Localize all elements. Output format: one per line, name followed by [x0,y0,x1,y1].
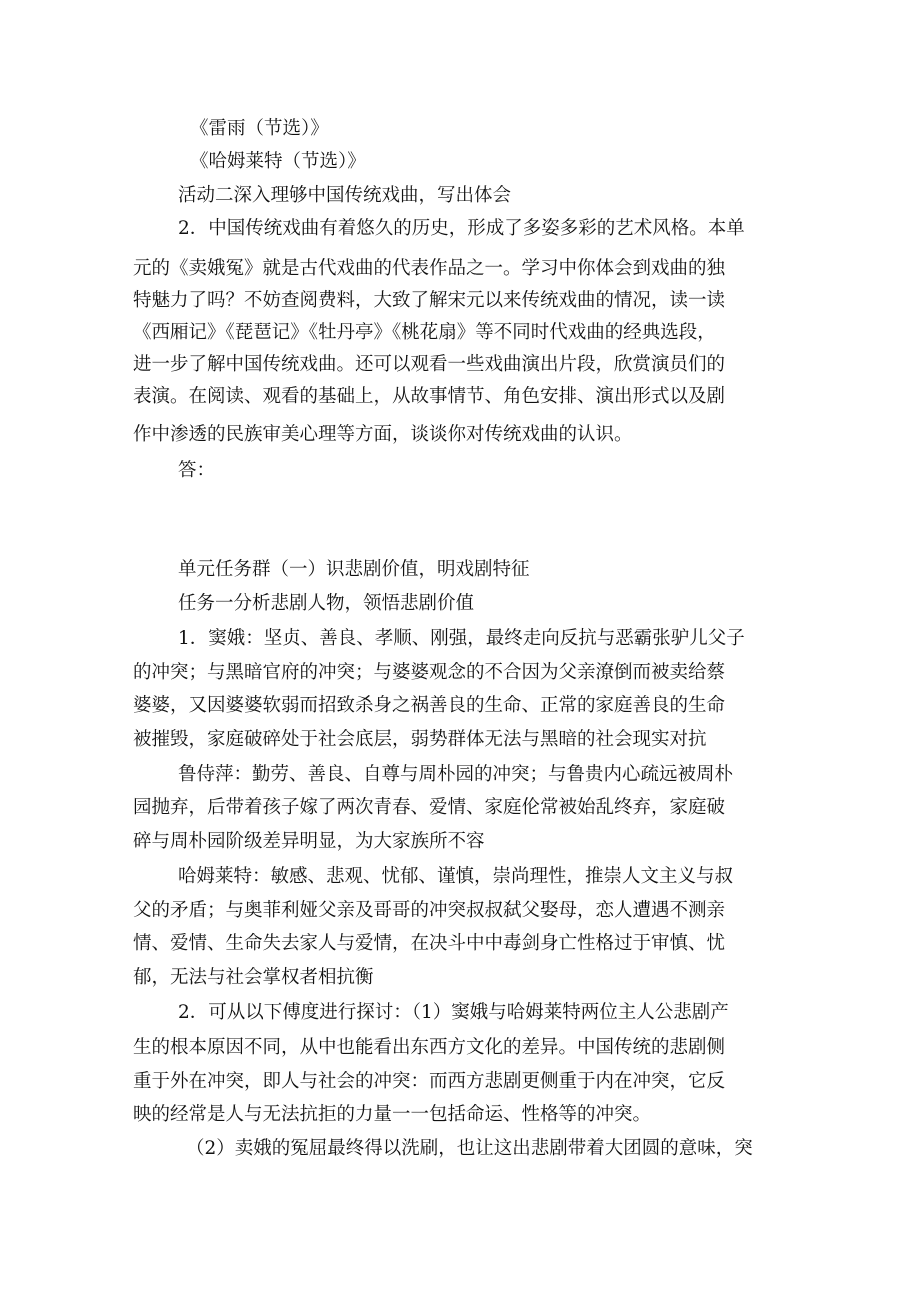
lu-shiping-analysis-line: 鲁侍萍：勤劳、善良、自尊与周朴园的冲突；与鲁贵内心疏远被周朴 [178,764,734,785]
dou-e-analysis-line: 婆婆，又因婆婆软弱而招致杀身之祸善良的生命、正常的家庭善良的生命 [133,695,726,716]
discussion-point-two-line: （2）卖娥的冤屈最终得以洗刷，也让这出悲剧带着大团圆的意味，突 [186,1138,753,1159]
discussion-two-line: 2．可从以下傅度进行探讨：（1）窦娥与哈姆莱特两位主人公悲剧产 [178,1002,729,1023]
hamlet-analysis-line: 情、爱情、生命失去家人与爱情，在决斗中中毒剑身亡性格过于审慎、忧 [133,933,726,954]
hamlet-analysis-line: 郁，无法与社会掌权者相抗衡 [133,967,374,988]
question-two-line: 特魅力了吗？不妨查阅费料，大致了解宋元以来传统戏曲的情况，读一读 [133,290,726,311]
question-two-line: 表演。在阅读、观看的基础上，从故事情节、角色安排、演出形式以及剧 [133,386,726,407]
question-two-line: 进一步了解中国传统戏曲。还可以观看一些戏曲演出片段，欣赏演员们的 [133,354,726,375]
hamlet-analysis-line: 父的矛盾；与奥菲利娅父亲及哥哥的冲突叔叔弑父娶母，恋人遭遇不测亲 [133,900,726,921]
answer-label: 答： [178,460,216,481]
question-two-line: 《西厢记》《琵琶记》《牡丹亭》《桃花扇》等不同时代戏曲的经典选段， [133,322,716,343]
discussion-two-line: 生的根本原因不同，从中也能看出东西方文化的差异。中国传统的悲剧侧 [133,1037,726,1058]
question-two-line: 元的《卖娥冤》就是古代戏曲的代表作品之一。学习中你体会到戏曲的独 [133,258,726,279]
lu-shiping-analysis-line: 碎与周朴园阶级差异明显，为大家族所不容 [133,831,485,852]
lu-shiping-analysis-line: 园抛弃，后带着孩子嫁了两次青春、爱情、家庭伦常被始乱终弃，家庭破 [133,797,726,818]
question-two-line: 2．中国传统戏曲有着悠久的历史，形成了多姿多彩的艺术风格。本单 [178,218,745,239]
discussion-two-line: 重于外在冲突，即人与社会的冲突：而西方悲剧更侧重于内在冲突，它反 [133,1071,726,1092]
discussion-two-line: 映的经常是人与无法抗拒的力量一一包括命运、性格等的冲突。 [133,1104,652,1125]
play-title-hamlet: 《哈姆莱特（节选）》 [190,151,366,172]
dou-e-analysis-line: 被摧毁，家庭破碎处于社会底层，弱势群体无法与黑暗的社会现实对抗 [133,729,707,750]
question-two-line: 作中渗透的民族审美心理等方面，谈谈你对传统戏曲的认识。 [133,424,633,445]
dou-e-analysis-line: 1．窦娥：坚贞、善良、孝顺、刚强，最终走向反抗与恶霸张驴儿父子 [178,628,745,649]
hamlet-analysis-line: 哈姆莱特：敏感、悲观、忧郁、谨慎，崇尚理性，推崇人文主义与叔 [178,866,734,887]
dou-e-analysis-line: 的冲突；与黑暗官府的冲突；与婆婆观念的不合因为父亲潦倒而被卖给蔡 [133,662,726,683]
task-group-heading: 单元任务群（一）识悲剧价值，明戏剧特征 [178,559,530,580]
task-one-heading: 任务一分析悲剧人物，领悟悲剧价值 [178,593,475,614]
activity-two-heading: 活动二深入理够中国传统戏曲，写出体会 [178,185,512,206]
play-title-thunderstorm: 《雷雨（节选）》 [190,118,329,139]
